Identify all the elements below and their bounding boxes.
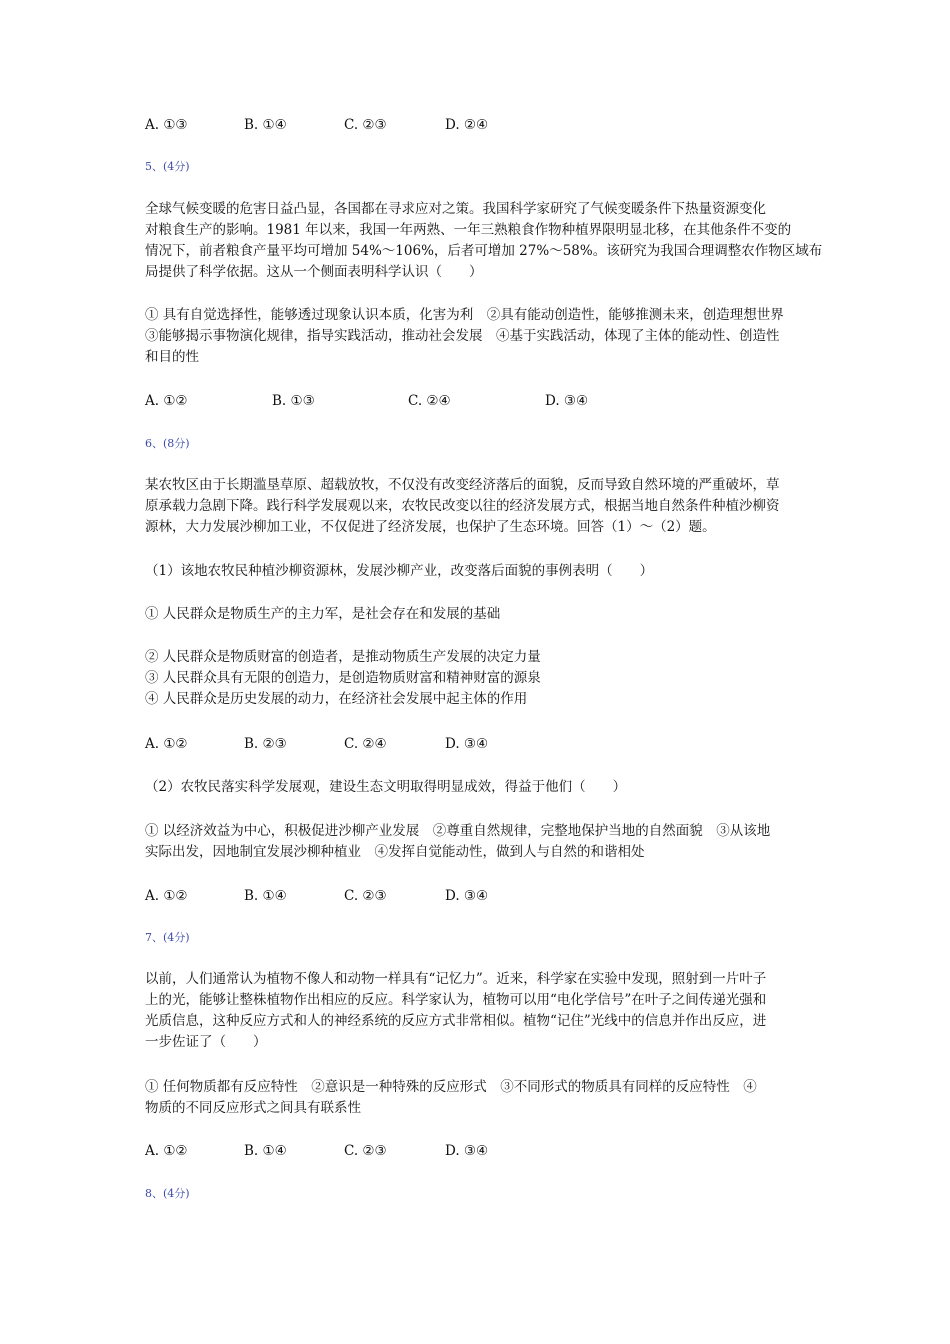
q6-sub1-option-c: C. ②④ (344, 736, 387, 752)
q5-option-d: D. ③④ (545, 393, 589, 409)
q4-option-b: B. ①④ (244, 117, 287, 133)
q7-header: 7、(4分) (145, 931, 190, 944)
q7-option-a: A. ①② (145, 1143, 188, 1159)
q6-sub2-statement: 实际出发，因地制宜发展沙柳种植业 ④发挥自觉能动性，做到人与自然的和谐相处 (145, 844, 645, 860)
q8-header: 8、(4分) (145, 1187, 190, 1200)
q5-statement-line: ③能够揭示事物演化规律，指导实践活动，推动社会发展 ④基于实践活动，体现了主体的能动性、创造性 (145, 328, 780, 344)
q6-sub2-question: （2）农牧民落实科学发展观，建设生态文明取得明显成效，得益于他们（ ） (145, 779, 627, 795)
q6-sub1-statement: ① 人民群众是物质生产的主力军，是社会存在和发展的基础 (145, 606, 501, 622)
q6-stem-line: 原承载力急剧下降。践行科学发展观以来，农牧民改变以往的经济发展方式，根据当地自然条件种植沙柳资 (145, 498, 780, 514)
q5-statement-line: ① 具有自觉选择性，能够透过现象认识本质，化害为利 ②具有能动创造性，能够推测未来，创造理想世界 (145, 307, 784, 323)
q6-sub1-statement: ② 人民群众是物质财富的创造者，是推动物质生产发展的决定力量 (145, 649, 541, 665)
q7-option-b: B. ①④ (244, 1143, 287, 1159)
q7-option-c: C. ②③ (344, 1143, 387, 1159)
q6-sub2-statement: ① 以经济效益为中心，积极促进沙柳产业发展 ②尊重自然规律，完整地保护当地的自然面貌 ③从该地 (145, 823, 771, 839)
q5-stem-line: 全球气候变暖的危害日益凸显，各国都在寻求应对之策。我国科学家研究了气候变暖条件下热量资源变化 (145, 201, 766, 217)
q7-statement-line: ① 任何物质都有反应特性 ②意识是一种特殊的反应形式 ③不同形式的物质具有同样的反应特性 ④ (145, 1079, 757, 1095)
q4-option-d: D. ②④ (445, 117, 489, 133)
q6-sub1-statement: ③ 人民群众具有无限的创造力，是创造物质财富和精神财富的源泉 (145, 670, 541, 686)
q6-sub1-option-a: A. ①② (145, 736, 188, 752)
q4-option-c: C. ②③ (344, 117, 387, 133)
q5-stem-line: 局提供了科学依据。这从一个侧面表明科学认识（ ） (145, 264, 483, 280)
q6-sub2-option-d: D. ③④ (445, 888, 489, 904)
q5-stem-line: 情况下，前者粮食产量平均可增加 54%～106%，后者可增加 27%～58%。该研究为我国合理调整农作物区域布 (145, 243, 823, 259)
q4-option-a: A. ①③ (145, 117, 188, 133)
q5-option-b: B. ①③ (272, 393, 315, 409)
q7-stem-line: 上的光，能够让整株植物作出相应的反应。科学家认为，植物可以用“电化学信号”在叶子之间传递光强和 (145, 992, 767, 1008)
q7-stem-line: 光质信息，这种反应方式和人的神经系统的反应方式非常相似。植物“记住”光线中的信息并作出反应，进 (145, 1013, 767, 1029)
q7-statement-line: 物质的不同反应形式之间具有联系性 (145, 1100, 361, 1116)
q6-sub1-statement: ④ 人民群众是历史发展的动力，在经济社会发展中起主体的作用 (145, 691, 528, 707)
q6-sub2-option-a: A. ①② (145, 888, 188, 904)
q5-option-c: C. ②④ (408, 393, 451, 409)
q6-sub1-option-b: B. ②③ (244, 736, 287, 752)
q7-option-d: D. ③④ (445, 1143, 489, 1159)
q6-stem-line: 某农牧区由于长期滥垦草原、超载放牧，不仅没有改变经济落后的面貌，反而导致自然环境的严重破坏，草 (145, 477, 780, 493)
q5-stem-line: 对粮食生产的影响。1981 年以来，我国一年两熟、一年三熟粮食作物种植界限明显北移，在其他条件不变的 (145, 222, 792, 238)
q7-stem-line: 一步佐证了（ ） (145, 1034, 267, 1050)
q6-sub1-option-d: D. ③④ (445, 736, 489, 752)
q6-stem-line: 源林，大力发展沙柳加工业，不仅促进了经济发展，也保护了生态环境。回答（1）～（2）题。 (145, 519, 716, 535)
q6-sub2-option-c: C. ②③ (344, 888, 387, 904)
q5-statement-line: 和目的性 (145, 349, 199, 365)
q6-sub2-option-b: B. ①④ (244, 888, 287, 904)
q6-sub1-question: （1）该地农牧民种植沙柳资源林，发展沙柳产业，改变落后面貌的事例表明（ ） (145, 563, 654, 579)
q5-header: 5、(4分) (145, 160, 190, 173)
q6-header: 6、(8分) (145, 437, 190, 450)
q7-stem-line: 以前，人们通常认为植物不像人和动物一样具有“记忆力”。近来，科学家在实验中发现，照射到一片叶子 (145, 971, 767, 987)
q5-option-a: A. ①② (145, 393, 188, 409)
